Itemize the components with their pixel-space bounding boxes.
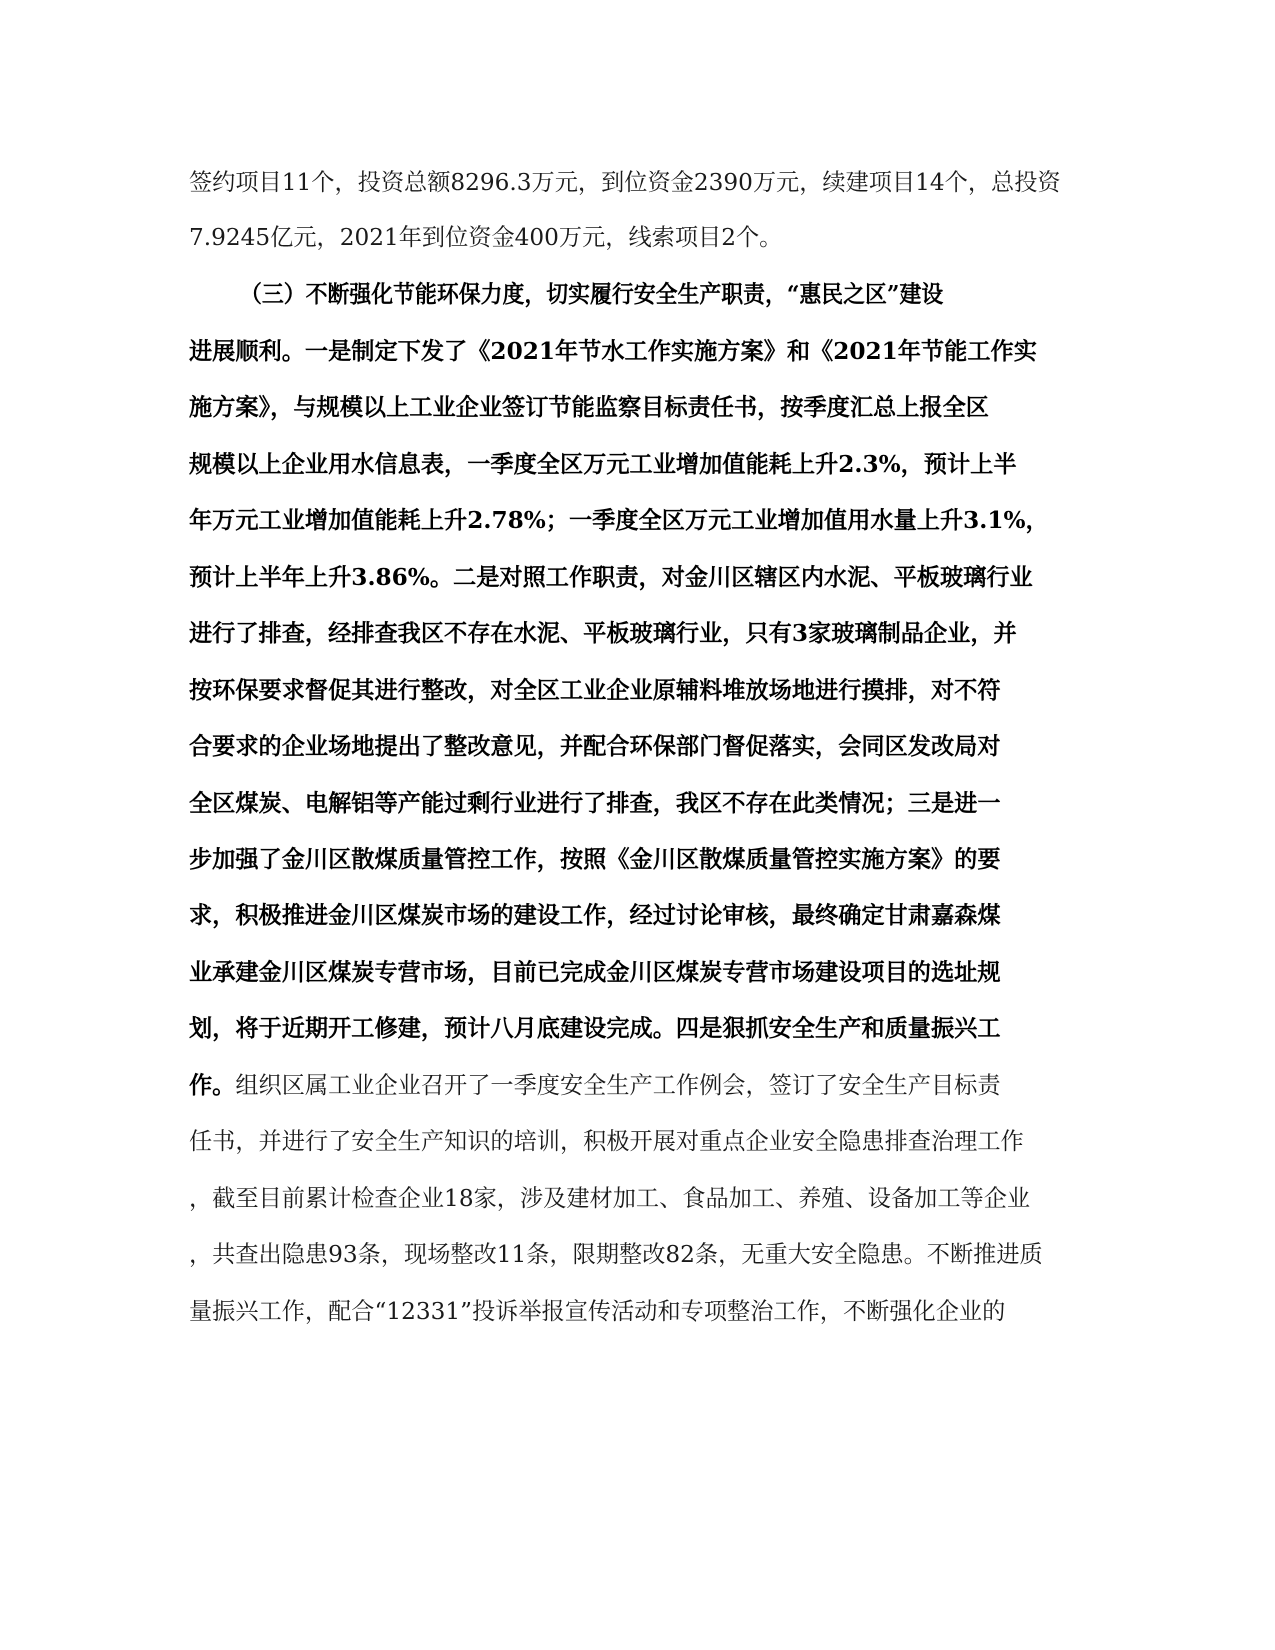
text-segment: 施方案》，与规模以上工业企业签订节能监察目标责任书，按季度汇总上报全区 (189, 394, 989, 421)
text-line-14 (189, 894, 1089, 938)
text-segment: 规模以上企业用水信息表，一季度全区万元工业增加值能耗上升2.3%，预计上半 (189, 451, 1017, 478)
text-line-5 (189, 386, 1089, 430)
text-line-11 (189, 725, 1089, 769)
text-line-7 (189, 499, 1089, 543)
text-segment: 按环保要求督促其进行整改，对全区工业企业原辅料堆放场地进行摸排，对不符 (189, 677, 1001, 704)
text-segment: 量振兴工作，配合“12331”投诉举报宣传活动和专项整治工作，不断强化企业的 (189, 1298, 1006, 1325)
text-segment: 作。 (189, 1072, 236, 1099)
text-segment: 求，积极推进金川区煤炭市场的建设工作，经过讨论审核，最终确定甘肃嘉森煤 (189, 902, 1001, 929)
text-line-20 (189, 1233, 1089, 1277)
text-line-19 (189, 1177, 1089, 1221)
text-segment: 业承建金川区煤炭专营市场，目前已完成金川区煤炭专营市场建设项目的选址规 (189, 959, 1001, 986)
text-segment: （三）不断强化节能环保力度，切实履行安全生产职责，“惠民之区”建设 (240, 281, 944, 308)
text-segment: 合要求的企业场地提出了整改意见，并配合环保部门督促落实，会同区发改局对 (189, 733, 1001, 760)
text-line-6 (189, 443, 1089, 487)
text-line-15 (189, 951, 1089, 995)
text-line-16 (189, 1007, 1089, 1051)
text-segment: 组织区属工业企业召开了一季度安全生产工作例会，签订了安全生产目标责 (235, 1072, 1001, 1099)
text-segment: 全区煤炭、电解铝等产能过剩行业进行了排查，我区不存在此类情况；三是进一 (189, 790, 1001, 817)
text-line-10 (189, 669, 1089, 713)
text-line-1 (189, 161, 1089, 205)
text-segment: 任书，并进行了安全生产知识的培训，积极开展对重点企业安全隐患排查治理工作 (189, 1128, 1024, 1155)
text-segment: ，截至目前累计检查企业18家，涉及建材加工、食品加工、养殖、设备加工等企业 (189, 1185, 1031, 1212)
text-segment: 签约项目11个，投资总额8296.3万元，到位资金2390万元，续建项目14个，总投资 (189, 169, 1061, 196)
text-segment: 划，将于近期开工修建，预计八月底建设完成。四是狠抓安全生产和质量振兴工 (189, 1015, 1001, 1042)
text-line-2 (189, 216, 1089, 260)
text-segment: 预计上半年上升3.86%。二是对照工作职责，对金川区辖区内水泥、平板玻璃行业 (189, 564, 1033, 591)
text-line-9 (189, 612, 1089, 656)
text-line-18 (189, 1120, 1089, 1164)
text-line-21 (189, 1290, 1089, 1334)
text-segment: 进行了排查，经排查我区不存在水泥、平板玻璃行业，只有3家玻璃制品企业，并 (189, 620, 1017, 647)
text-line-12 (189, 782, 1089, 826)
text-line-13 (189, 838, 1089, 882)
text-segment: 年万元工业增加值能耗上升2.78%；一季度全区万元工业增加值用水量上升3.1%， (189, 507, 1049, 534)
text-line-8 (189, 556, 1089, 600)
text-line-4 (189, 330, 1089, 374)
text-segment: ，共查出隐患93条，现场整改11条，限期整改82条，无重大安全隐患。不断推进质 (189, 1241, 1043, 1268)
section-heading-line (240, 273, 1089, 317)
text-segment: 7.9245亿元，2021年到位资金400万元，线索项目2个。 (189, 224, 783, 251)
text-line-17 (189, 1064, 1089, 1108)
text-segment: 步加强了金川区散煤质量管控工作，按照《金川区散煤质量管控实施方案》的要 (189, 846, 1001, 873)
text-segment: 进展顺利。一是制定下发了《2021年节水工作实施方案》和《2021年节能工作实 (189, 338, 1037, 365)
